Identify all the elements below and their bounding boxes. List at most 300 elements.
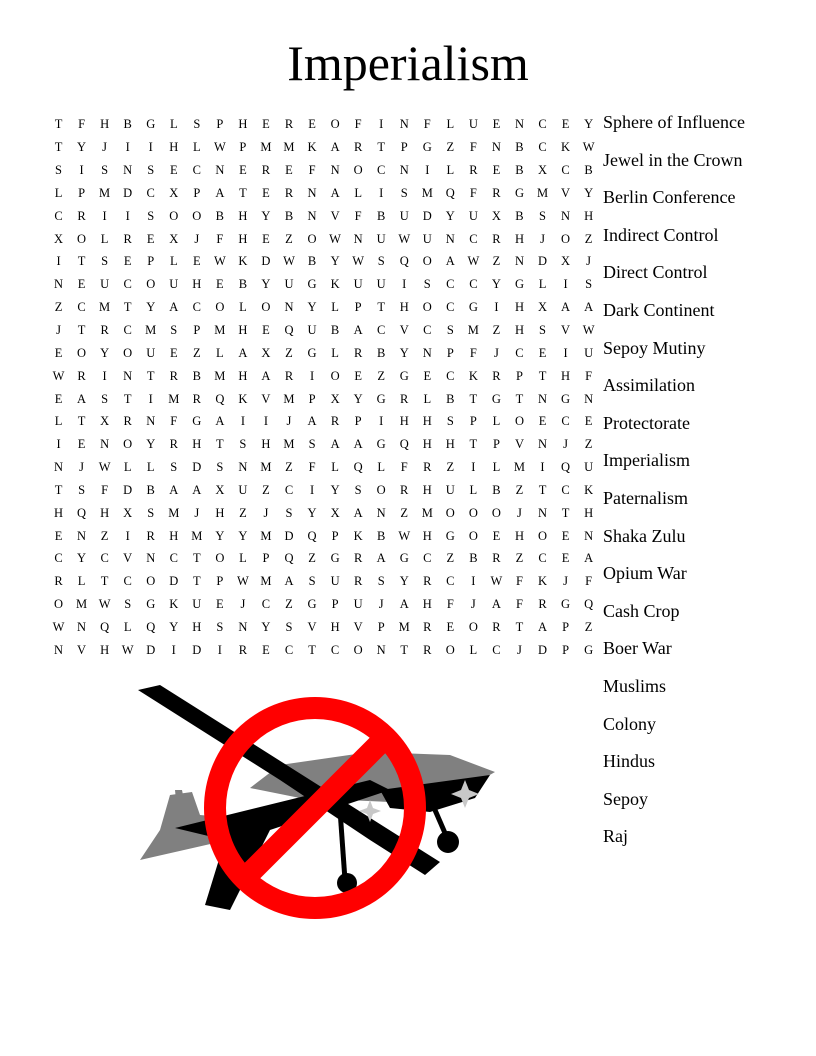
grid-letter: X — [123, 505, 133, 520]
grid-letter: D — [422, 208, 432, 223]
grid-letter: S — [239, 437, 247, 452]
grid-letter: G — [468, 300, 478, 315]
grid-letter: C — [192, 300, 201, 315]
grid-letter: T — [123, 391, 132, 406]
grid-letter: B — [377, 528, 386, 543]
grid-letter: H — [514, 231, 524, 246]
grid-letter: F — [101, 482, 109, 497]
grid-letter: A — [77, 391, 87, 406]
grid-letter: L — [446, 163, 455, 178]
grid-letter: G — [422, 140, 432, 155]
grid-letter: N — [146, 414, 156, 429]
grid-letter: Y — [100, 345, 110, 360]
grid-letter: Y — [445, 208, 455, 223]
grid-row — [47, 159, 600, 182]
grid-letter: S — [446, 323, 454, 338]
grid-letter: O — [537, 528, 548, 543]
grid-letter: S — [377, 574, 385, 589]
grid-letter: C — [377, 163, 386, 178]
grid-letter: G — [146, 117, 156, 132]
grid-letter: E — [561, 528, 570, 543]
grid-letter: Y — [307, 505, 317, 520]
grid-letter: M — [99, 300, 111, 315]
grid-letter: J — [517, 642, 522, 657]
grid-letter: M — [467, 323, 479, 338]
grid-letter: N — [284, 300, 294, 315]
grid-letter: D — [169, 574, 179, 589]
grid-letter: C — [561, 163, 570, 178]
grid-letter: C — [538, 140, 547, 155]
grid-letter: U — [445, 482, 455, 497]
grid-letter: C — [284, 642, 294, 657]
grid-letter: L — [216, 345, 224, 360]
grid-letter: S — [423, 277, 431, 292]
grid-row — [47, 273, 600, 296]
grid-letter: V — [307, 619, 317, 634]
word-list-item: Berlin Conference — [603, 187, 736, 208]
grid-letter: F — [585, 368, 593, 383]
grid-letter: I — [125, 140, 130, 155]
grid-letter: O — [491, 505, 501, 520]
grid-letter: E — [77, 437, 86, 452]
grid-letter: Z — [446, 551, 455, 566]
grid-letter: R — [538, 597, 547, 612]
grid-letter: C — [169, 551, 178, 566]
grid-letter: R — [400, 391, 409, 406]
grid-letter: M — [168, 505, 180, 520]
grid-letter: H — [422, 437, 432, 452]
grid-letter: I — [79, 163, 84, 178]
grid-letter: O — [468, 619, 478, 634]
grid-letter: M — [536, 185, 549, 200]
grid-row — [47, 113, 600, 136]
word-list-item: Boer War — [603, 638, 672, 659]
grid-letter: W — [398, 528, 411, 543]
grid-letter: S — [55, 163, 62, 178]
grid-letter: R — [469, 163, 478, 178]
grid-letter: O — [54, 597, 64, 612]
grid-letter: B — [192, 368, 201, 383]
grid-letter: H — [445, 437, 455, 452]
grid-letter: O — [353, 163, 363, 178]
grid-letter: A — [169, 300, 179, 315]
grid-letter: X — [330, 505, 340, 520]
grid-letter: H — [261, 437, 271, 452]
grid-letter: A — [169, 482, 179, 497]
grid-letter: I — [148, 140, 153, 155]
grid-letter: A — [353, 323, 363, 338]
grid-letter: T — [54, 482, 63, 497]
word-list-item: Dark Continent — [603, 299, 715, 320]
grid-letter: B — [446, 391, 455, 406]
word-list-item: Assimilation — [603, 375, 696, 396]
grid-letter: U — [468, 208, 478, 223]
grid-letter: N — [215, 163, 225, 178]
grid-letter: A — [445, 254, 455, 269]
grid-letter: C — [192, 163, 201, 178]
grid-letter: C — [54, 208, 63, 223]
grid-letter: Y — [169, 619, 179, 634]
grid-letter: O — [77, 231, 87, 246]
grid-letter: E — [262, 642, 270, 657]
grid-letter: S — [101, 391, 109, 406]
grid-row — [47, 341, 600, 364]
grid-letter: B — [330, 323, 340, 338]
grid-letter: Z — [285, 597, 293, 612]
grid-letter: N — [54, 460, 64, 475]
grid-letter: S — [285, 505, 293, 520]
grid-letter: C — [423, 551, 432, 566]
grid-letter: Z — [400, 505, 409, 520]
grid-letter: S — [124, 597, 132, 612]
grid-letter: S — [446, 414, 454, 429]
word-search-grid — [47, 113, 600, 661]
grid-letter: B — [469, 551, 478, 566]
grid-letter: H — [100, 117, 110, 132]
word-list-item: Sepoy — [603, 788, 648, 809]
grid-letter: J — [194, 231, 200, 246]
grid-row — [47, 479, 600, 502]
grid-letter: Z — [584, 437, 593, 452]
grid-letter: P — [446, 345, 454, 360]
grid-letter: O — [376, 482, 386, 497]
grid-letter: T — [538, 368, 547, 383]
grid-letter: N — [514, 254, 524, 269]
grid-letter: A — [353, 505, 363, 520]
grid-letter: R — [123, 231, 132, 246]
no-drones-icon — [130, 680, 510, 925]
grid-row — [47, 136, 600, 159]
word-list-item: Shaka Zulu — [603, 525, 686, 546]
grid-letter: V — [123, 551, 133, 566]
grid-letter: W — [121, 642, 134, 657]
grid-letter: Y — [261, 277, 271, 292]
grid-letter: U — [192, 597, 202, 612]
grid-letter: G — [584, 642, 594, 657]
grid-letter: P — [515, 368, 523, 383]
grid-letter: G — [146, 597, 156, 612]
grid-letter: O — [192, 208, 202, 223]
grid-letter: S — [216, 460, 224, 475]
grid-letter: L — [492, 414, 501, 429]
grid-letter: N — [146, 551, 156, 566]
grid-letter: W — [98, 460, 111, 475]
grid-letter: U — [376, 277, 386, 292]
grid-letter: L — [469, 642, 478, 657]
grid-letter: V — [330, 208, 340, 223]
grid-letter: X — [561, 254, 571, 269]
grid-letter: U — [146, 345, 156, 360]
grid-letter: U — [353, 597, 363, 612]
grid-letter: B — [492, 482, 501, 497]
grid-letter: T — [77, 414, 86, 429]
grid-letter: Y — [399, 345, 409, 360]
grid-letter: Z — [446, 140, 455, 155]
grid-letter: I — [102, 368, 107, 383]
grid-letter: N — [584, 528, 594, 543]
grid-letter: C — [469, 231, 478, 246]
grid-row — [47, 182, 600, 205]
grid-letter: A — [215, 185, 225, 200]
grid-letter: I — [217, 642, 222, 657]
grid-letter: J — [56, 323, 61, 338]
grid-letter: Y — [261, 208, 271, 223]
grid-letter: Z — [446, 460, 455, 475]
grid-letter: J — [240, 597, 246, 612]
grid-letter: T — [400, 642, 409, 657]
grid-letter: U — [584, 345, 594, 360]
grid-letter: C — [492, 642, 501, 657]
grid-letter: E — [262, 185, 270, 200]
grid-row — [47, 524, 600, 547]
grid-letter: D — [192, 460, 202, 475]
grid-letter: M — [168, 391, 180, 406]
grid-letter: S — [539, 323, 546, 338]
grid-letter: G — [376, 391, 386, 406]
grid-letter: R — [492, 551, 501, 566]
grid-letter: I — [102, 208, 107, 223]
grid-letter: Y — [77, 140, 87, 155]
grid-letter: Z — [492, 254, 501, 269]
grid-letter: S — [147, 505, 155, 520]
grid-letter: T — [146, 368, 155, 383]
grid-letter: M — [76, 597, 88, 612]
grid-letter: J — [286, 414, 292, 429]
word-list-item: Sphere of Influence — [603, 112, 745, 132]
grid-letter: C — [54, 551, 63, 566]
grid-letter: S — [216, 619, 224, 634]
grid-letter: B — [238, 277, 248, 292]
grid-letter: I — [125, 528, 130, 543]
grid-letter: J — [540, 231, 545, 246]
grid-letter: E — [584, 414, 593, 429]
grid-letter: Y — [584, 117, 594, 132]
grid-row — [47, 547, 600, 570]
grid-letter: S — [377, 254, 385, 269]
grid-letter: R — [353, 551, 363, 566]
grid-letter: P — [262, 551, 270, 566]
grid-letter: B — [515, 163, 524, 178]
grid-letter: R — [423, 642, 432, 657]
grid-letter: O — [123, 437, 133, 452]
grid-letter: M — [99, 185, 111, 200]
grid-letter: Q — [307, 528, 317, 543]
grid-letter: M — [260, 460, 272, 475]
grid-letter: Q — [353, 460, 363, 475]
grid-letter: E — [423, 368, 432, 383]
grid-letter: H — [330, 619, 340, 634]
grid-letter: L — [146, 460, 155, 475]
grid-letter: A — [491, 597, 501, 612]
grid-letter: R — [100, 323, 109, 338]
grid-letter: N — [330, 163, 340, 178]
grid-letter: H — [238, 323, 248, 338]
grid-letter: T — [216, 437, 224, 452]
grid-letter: T — [561, 505, 570, 520]
grid-letter: I — [379, 117, 384, 132]
grid-letter: X — [169, 185, 179, 200]
grid-letter: H — [100, 505, 110, 520]
grid-letter: O — [307, 231, 317, 246]
grid-letter: Q — [399, 437, 409, 452]
grid-letter: J — [563, 574, 568, 589]
grid-letter: W — [213, 140, 226, 155]
word-list-item: Opium War — [603, 563, 687, 584]
grid-letter: F — [469, 345, 477, 360]
grid-letter: P — [78, 185, 86, 200]
grid-letter: M — [398, 619, 410, 634]
grid-letter: C — [123, 277, 132, 292]
grid-letter: B — [515, 140, 524, 155]
grid-letter: N — [584, 391, 594, 406]
grid-letter: F — [446, 597, 454, 612]
grid-letter: G — [307, 277, 317, 292]
grid-letter: P — [216, 574, 224, 589]
word-list-item: Paternalism — [603, 487, 688, 508]
grid-letter: Q — [584, 597, 594, 612]
grid-letter: J — [194, 505, 200, 520]
grid-letter: H — [54, 505, 64, 520]
grid-letter: H — [561, 368, 571, 383]
grid-letter: S — [285, 619, 293, 634]
word-list-item: Raj — [603, 826, 628, 847]
grid-letter: E — [216, 597, 224, 612]
grid-letter: Y — [399, 574, 409, 589]
grid-letter: M — [260, 528, 272, 543]
grid-letter: Z — [492, 323, 501, 338]
grid-row — [47, 433, 600, 456]
word-list-item: Sepoy Mutiny — [603, 337, 706, 358]
grid-letter: C — [123, 323, 132, 338]
grid-letter: P — [400, 140, 408, 155]
grid-letter: E — [561, 551, 570, 566]
grid-letter: E — [146, 231, 155, 246]
grid-letter: J — [470, 597, 476, 612]
grid-letter: O — [215, 551, 225, 566]
grid-letter: C — [284, 482, 294, 497]
grid-letter: H — [215, 505, 225, 520]
grid-letter: H — [514, 300, 524, 315]
grid-letter: T — [100, 574, 109, 589]
grid-letter: Q — [215, 391, 225, 406]
grid-letter: I — [563, 345, 568, 360]
grid-letter: Q — [284, 323, 294, 338]
grid-letter: A — [537, 619, 548, 634]
grid-letter: N — [399, 117, 409, 132]
grid-letter: M — [421, 185, 433, 200]
grid-letter: H — [192, 277, 202, 292]
grid-letter: X — [215, 482, 225, 497]
grid-letter: C — [100, 551, 109, 566]
grid-letter: J — [263, 505, 269, 520]
grid-letter: L — [100, 231, 109, 246]
grid-letter: H — [238, 231, 248, 246]
grid-letter: E — [561, 117, 570, 132]
grid-letter: U — [399, 208, 409, 223]
grid-letter: Q — [77, 505, 87, 520]
grid-letter: H — [422, 597, 432, 612]
grid-letter: H — [422, 528, 432, 543]
grid-letter: T — [77, 254, 86, 269]
grid-letter: U — [468, 117, 478, 132]
grid-letter: H — [399, 414, 409, 429]
grid-letter: O — [353, 642, 363, 657]
grid-letter: Y — [330, 482, 340, 497]
grid-row — [47, 296, 600, 319]
grid-letter: V — [77, 642, 87, 657]
grid-letter: C — [538, 117, 547, 132]
grid-letter: P — [354, 414, 362, 429]
grid-letter: A — [399, 597, 409, 612]
grid-letter: N — [491, 140, 501, 155]
grid-letter: O — [422, 300, 432, 315]
grid-letter: N — [77, 619, 87, 634]
grid-letter: Y — [330, 254, 340, 269]
grid-letter: A — [330, 140, 340, 155]
grid-letter: Z — [584, 619, 593, 634]
word-list-item: Indirect Control — [603, 224, 719, 245]
grid-letter: F — [469, 140, 477, 155]
grid-letter: Q — [561, 460, 571, 475]
grid-letter: O — [146, 574, 156, 589]
drone-wheel-b — [437, 831, 459, 853]
grid-letter: D — [123, 482, 133, 497]
grid-letter: O — [330, 117, 340, 132]
grid-letter: F — [78, 117, 86, 132]
grid-letter: R — [284, 117, 294, 132]
grid-letter: D — [284, 528, 294, 543]
grid-letter: K — [353, 528, 363, 543]
grid-letter: D — [537, 642, 548, 657]
grid-letter: Z — [285, 345, 293, 360]
grid-letter: O — [169, 208, 179, 223]
grid-letter: N — [376, 642, 386, 657]
grid-letter: H — [169, 140, 179, 155]
grid-letter: U — [330, 574, 340, 589]
grid-row — [47, 410, 600, 433]
grid-letter: B — [284, 208, 294, 223]
grid-letter: K — [238, 391, 248, 406]
grid-letter: O — [445, 505, 455, 520]
grid-letter: U — [169, 277, 179, 292]
grid-letter: G — [445, 528, 455, 543]
grid-letter: U — [100, 277, 110, 292]
grid-letter: L — [192, 140, 201, 155]
grid-letter: X — [169, 231, 179, 246]
grid-letter: A — [238, 345, 248, 360]
grid-letter: I — [263, 414, 269, 429]
grid-letter: M — [214, 368, 226, 383]
grid-letter: I — [471, 460, 476, 475]
grid-letter: A — [584, 300, 594, 315]
word-list-item: Colony — [603, 713, 657, 734]
grid-letter: T — [192, 551, 201, 566]
grid-letter: B — [307, 254, 317, 269]
grid-letter: A — [284, 574, 294, 589]
grid-row — [47, 570, 600, 593]
word-list-item: Muslims — [603, 675, 667, 696]
grid-row — [47, 593, 600, 616]
grid-letter: H — [192, 619, 202, 634]
grid-letter: Z — [54, 300, 63, 315]
grid-letter: I — [563, 277, 568, 292]
grid-letter: I — [240, 414, 245, 429]
grid-letter: V — [561, 323, 571, 338]
grid-letter: N — [238, 460, 248, 475]
grid-letter: L — [423, 391, 432, 406]
grid-letter: R — [330, 414, 340, 429]
grid-letter: B — [584, 163, 593, 178]
